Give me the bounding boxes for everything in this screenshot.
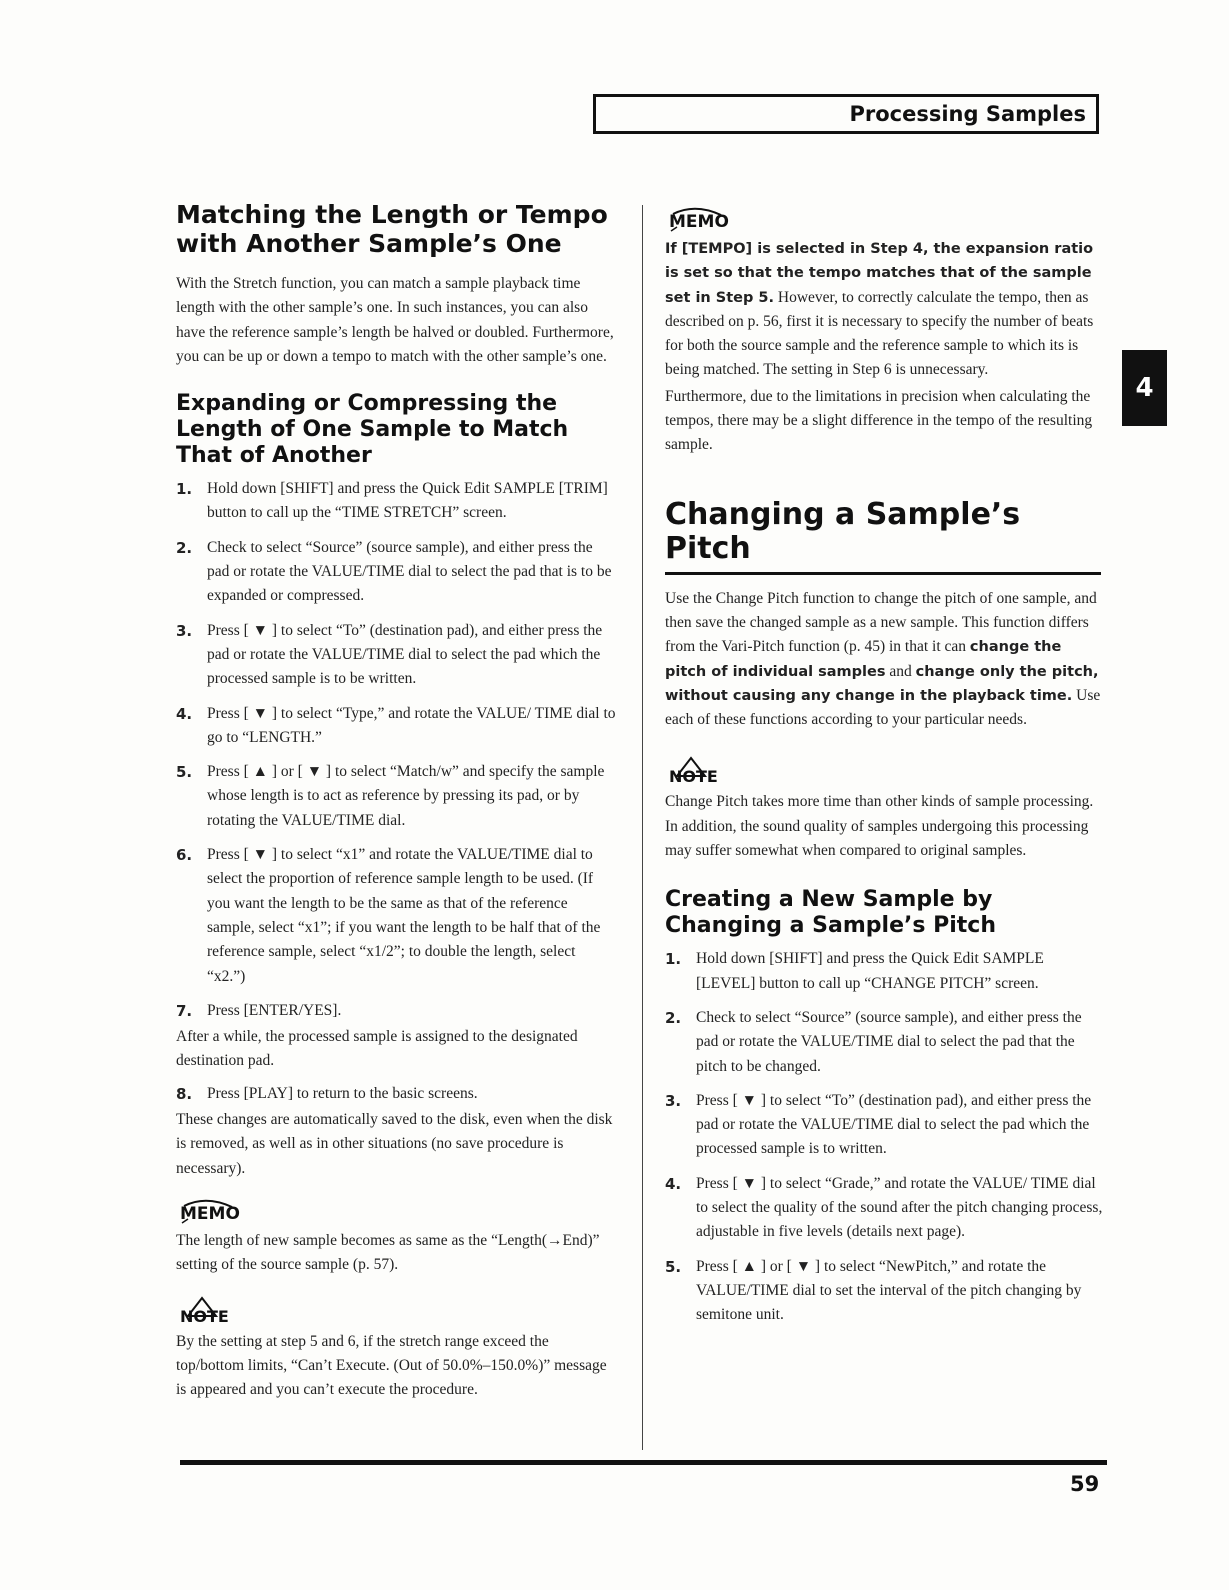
section-header — [593, 94, 1099, 134]
left-column — [176, 200, 616, 1402]
right-subtitle: Creating a New Sample by Changing a Sample’s Pitch — [665, 887, 996, 939]
list-item — [665, 947, 1105, 996]
step-number: 2. — [176, 538, 193, 557]
list-item — [176, 999, 616, 1023]
page-number: 59 — [1070, 1472, 1100, 1496]
list-item — [176, 702, 616, 751]
step-text: Hold down [SHIFT] and press the Quick Edit SAMPLE [LEVEL] button to call up “CHANGE PITCH” screen. — [696, 950, 1044, 992]
intro-part-b: change the pitch of individual samples — [665, 639, 1062, 680]
list-item — [665, 1089, 1105, 1162]
left-subtitle: Expanding or Compressing the Length of One Sample to Match That of Another — [176, 391, 569, 469]
right-memo-text — [665, 237, 1105, 383]
note-icon — [665, 754, 729, 788]
list-item — [176, 1082, 616, 1106]
section-title: Processing Samples — [849, 102, 1086, 126]
memo-label: MEMO — [669, 212, 729, 232]
memo-icon — [665, 205, 729, 235]
step-number: 8. — [176, 1084, 193, 1103]
right-column — [665, 205, 1105, 1338]
list-item — [665, 1255, 1105, 1328]
list-item — [176, 843, 616, 989]
step-text: Press [ ▲ ] or [ ▼ ] to select “Match/w” and specify the sample whose length is to act as reference by pressing its pad, or by rotating the VALUE/TIME dial. — [207, 763, 605, 829]
memo-icon — [176, 1197, 240, 1227]
right-steps — [665, 947, 1105, 1327]
right-note-text: Change Pitch takes more time than other kinds of sample processing. In addition, the sound quality of samples undergoing this processing may suffer somewhat when compared to original samples. — [665, 793, 1094, 860]
left-intro: With the Stretch function, you can match a sample playback time length with the other sample’s one. In such instances, you can also have the reference sample’s length be halved or doubled. Furthermore, you can be up or down a tempo to match with the other sample’s one. — [176, 275, 614, 365]
step-number: 3. — [176, 621, 193, 640]
step-text: Press [ ▼ ] to select “To” (destination pad), and either press the pad or rotate the VALUE/TIME dial to select the pad which the processed sample is to be written. — [207, 621, 603, 688]
step-text: Hold down [SHIFT] and press the Quick Edit SAMPLE [TRIM] button to call up the “TIME STRETCH” screen. — [207, 480, 608, 522]
after-step-8: These changes are automatically saved to the disk, even when the disk is removed, as well as in other situations (no save procedure is necessary). — [176, 1111, 613, 1177]
note-label: NOTE — [180, 1306, 229, 1326]
step-number: 4. — [176, 704, 193, 723]
intro-part-c: and — [885, 662, 916, 680]
memo-label: MEMO — [180, 1203, 240, 1224]
step-number: 6. — [176, 846, 193, 865]
step-number: 5. — [176, 763, 193, 782]
note-icon — [176, 1294, 240, 1328]
list-item — [176, 477, 616, 526]
step-number: 5. — [665, 1257, 682, 1276]
list-item — [176, 760, 616, 833]
step-text: Press [ ▼ ] to select “Type,” and rotate the VALUE/ TIME dial to go to “LENGTH.” — [207, 704, 616, 746]
step-text: Press [ ▼ ] to select “x1” and rotate the VALUE/TIME dial to select the proportion of reference sample length to be used. (If you want the length to be the same as that of the reference sample, select “x1”; if you want the length to be half that of the reference sample, select “x1/2”; to double the length, select “x2.”) — [207, 846, 601, 985]
column-divider — [642, 205, 643, 1450]
left-memo-text: The length of new sample becomes as same as the “Length(→End)” setting of the source sample (p. 57). — [176, 1231, 600, 1274]
step-number: 1. — [176, 480, 193, 499]
step-text: Press [ ▼ ] to select “Grade,” and rotate the VALUE/ TIME dial to select the quality of the sound after the pitch changing process, adjustable in five levels (details next page). — [696, 1174, 1103, 1241]
step-number: 2. — [665, 1008, 682, 1027]
right-memo-text-2: Furthermore, due to the limitations in precision when calculating the tempos, there may be a slight difference in the tempo of the resulting sample. — [665, 387, 1093, 454]
after-step-7: After a while, the processed sample is assigned to the designated destination pad. — [176, 1028, 578, 1070]
step-number: 7. — [176, 1001, 193, 1020]
right-memo-bold: If [TEMPO] is selected in Step 4, the expansion ratio is set so that the tempo matches that of the sample set in Step 5. — [665, 241, 1094, 306]
left-step-8 — [176, 1082, 616, 1106]
step-text: Check to select “Source” (source sample), and either press the pad or rotate the VALUE/TIME dial to select the pad that is to be expanded or compressed. — [207, 538, 612, 605]
step-number: 4. — [665, 1174, 682, 1193]
note-label: NOTE — [669, 767, 718, 787]
footer-rule — [180, 1460, 1107, 1465]
intro-part-e: Use each of these functions according to your particular needs. — [665, 686, 1101, 729]
chapter-tab — [1122, 350, 1167, 426]
chapter-number: 4 — [1135, 373, 1154, 403]
list-item — [176, 536, 616, 609]
step-text: Press [PLAY] to return to the basic screens. — [207, 1084, 478, 1102]
left-title: Matching the Length or Tempo with Another Sample’s One — [176, 200, 608, 258]
step-number: 1. — [665, 950, 682, 969]
right-intro — [665, 587, 1105, 733]
list-item — [176, 619, 616, 692]
step-text: Check to select “Source” (source sample), and either press the pad or rotate the VALUE/TIME dial to select the pad that the pitch to be changed. — [696, 1008, 1082, 1075]
right-title: Changing a Sample’s Pitch — [665, 498, 1101, 575]
left-note-text: By the setting at step 5 and 6, if the stretch range exceed the top/bottom limits, “Can’t Execute. (Out of 50.0%–150.0%)” message is appeared and you can’t execute the procedure. — [176, 1332, 607, 1399]
list-item — [665, 1172, 1105, 1245]
step-number: 3. — [665, 1091, 682, 1110]
intro-part-a: Use the Change Pitch function to change the pitch of one sample, and then save the changed sample as a new sample. This function differs from the Vari-Pitch function (p. 45) in that it can — [665, 589, 1097, 656]
step-text: Press [ ▼ ] to select “To” (destination pad), and either press the pad or rotate the VALUE/TIME dial to select the pad which the processed sample is to written. — [696, 1091, 1092, 1158]
right-memo-rest: However, to correctly calculate the tempo, then as described on p. 56, first it is necessary to specify the number of beats for both the source sample and the reference sample to which its is being matched. The setting in Step 6 is unnecessary. — [665, 288, 1094, 379]
left-steps — [176, 477, 616, 1023]
step-text: Press [ ▲ ] or [ ▼ ] to select “NewPitch,” and rotate the VALUE/TIME dial to set the interval of the pitch changing by semitone unit. — [696, 1257, 1082, 1324]
list-item — [665, 1006, 1105, 1079]
intro-part-d: change only the pitch, without causing any change in the playback time. — [665, 663, 1099, 704]
step-text: Press [ENTER/YES]. — [207, 1001, 342, 1019]
